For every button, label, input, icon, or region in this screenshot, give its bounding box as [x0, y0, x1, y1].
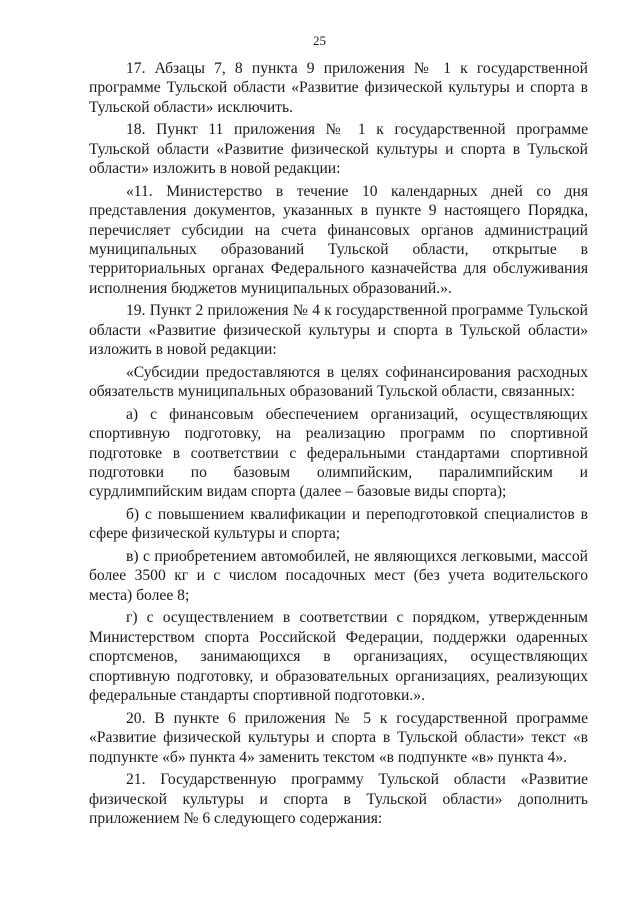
paragraph-21: 21. Государственную программу Тульской области «Развитие физической культуры и спорта в Тульской области» дополнить приложением № 6 следующего содержания: [89, 771, 588, 827]
paragraph-18: 18. Пункт 11 приложения № 1 к государственной программе Тульской области «Развитие физической культуры и спорта в Тульской области» изложить в новой редакции: [89, 121, 588, 178]
page-number: 25 [313, 33, 326, 48]
paragraph-20: 20. В пункте 6 приложения № 5 к государственной программе «Развитие физической культуры и спорта в Тульской области» текст «в подпункте «б» пункта 4» заменить текстом «в подпункте «в» пункта 4». [89, 709, 588, 766]
paragraph-19-item-v: в) с приобретением автомобилей, не являющихся легковыми, массой более 3500 кг и с числом посадочных мест (без учета водительского места) более 8; [89, 548, 588, 604]
paragraph-19-quote-intro: «Субсидии предоставляются в целях софинансирования расходных обязательств муниципальных образований Тульской области, связанных: [89, 363, 588, 401]
paragraph-19-item-b: б) с повышением квалификации и переподготовкой специалистов в сфере физической культуры и спорта; [89, 506, 588, 543]
paragraph-19-item-a: а) с финансовым обеспечением организаций, осуществляющих спортивную подготовку, на реализацию программ по спортивной подготовке в соответствии с федеральными стандартами спортивной подготовки по базовым олимпийским, паралимпийским и сурдлимпийским видам спорта (далее – базовые виды спорта); [89, 405, 588, 501]
paragraph-17: 17. Абзацы 7, 8 пункта 9 приложения № 1 к государственной программе Тульской области «Развитие физической культуры и спорта в Тульской области» исключить. [89, 60, 588, 116]
paragraph-19: 19. Пункт 2 приложения № 4 к государственной программе Тульской области «Развитие физической культуры и спорта в Тульской области» изложить в новой редакции: [89, 302, 588, 359]
paragraph-18-quote: «11. Министерство в течение 10 календарных дней со дня представления документов, указанных в пункте 9 настоящего Порядка, перечисляет субсидии на счета финансовых органов администраций муниципальных образований Тульской области, открытые в территориальных органах Федерального казначейства для обслуживания исполнения бюджетов муниципальных образований.». [89, 182, 588, 297]
paragraph-19-item-g: г) с осуществлением в соответствии с порядком, утвержденным Министерством спорта Российской Федерации, поддержки одаренных спортсменов, занимающихся в организациях, осуществляющих спортивную подготовку, и образовательных организациях, реализующих федеральные стандарты спортивной подготовки.». [89, 609, 588, 705]
document-body [89, 59, 588, 828]
